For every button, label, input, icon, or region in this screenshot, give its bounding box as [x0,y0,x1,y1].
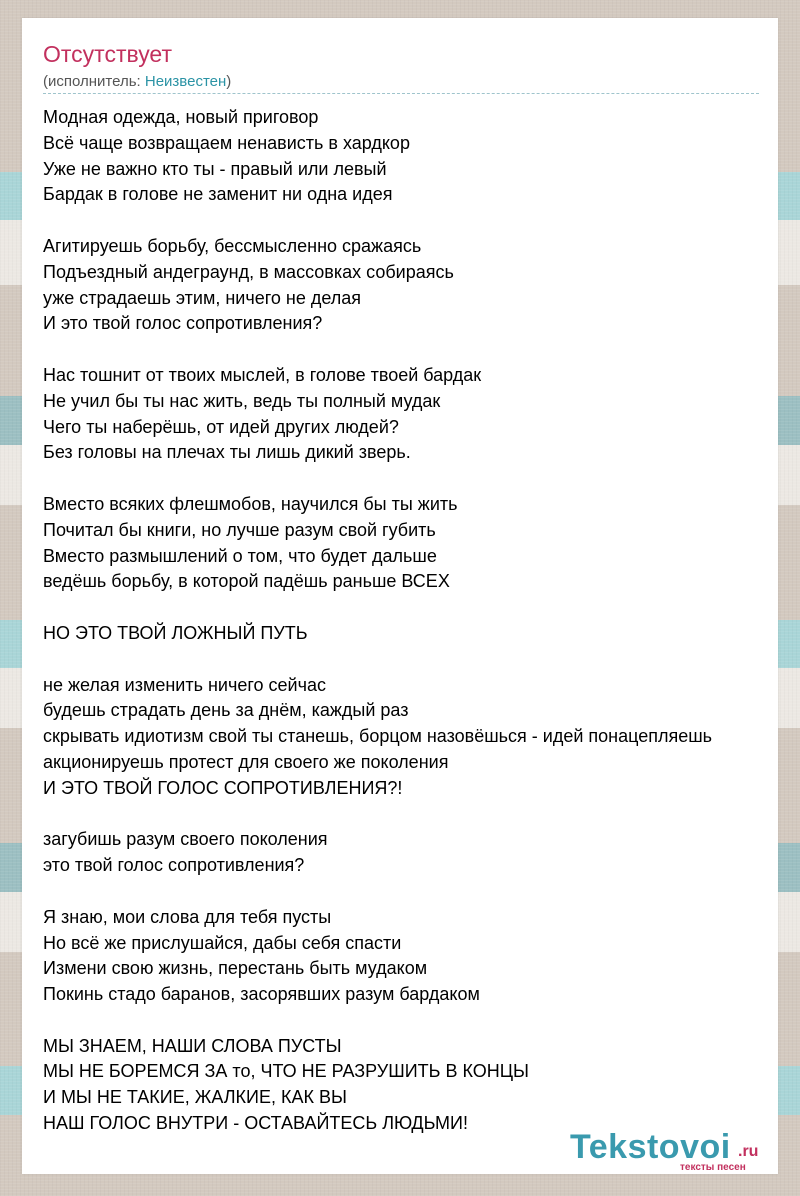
lyrics-line: Вместо размышлений о том, что будет дальше [43,545,437,566]
lyrics-line: МЫ ЗНАЕМ, НАШИ СЛОВА ПУСТЫ [43,1035,342,1056]
lyrics-stanza [43,363,712,466]
lyrics-line: Без головы на плечах ты лишь дикий зверь. [43,442,411,463]
artist-prefix: (исполнитель: [43,73,145,90]
lyrics-line: Уже не важно кто ты - правый или левый [43,158,387,179]
lyrics-line: Чего ты наберёшь, от идей других людей? [43,416,399,437]
lyrics-line: уже страдаешь этим, ничего не делая [43,287,362,308]
logo-wordmark: Tekstovoi [570,1128,731,1166]
lyrics-text [43,105,712,1163]
site-logo[interactable] [570,1128,775,1173]
lyrics-line: НАШ ГОЛОС ВНУТРИ - ОСТАВАЙТЕСЬ ЛЮДЬМИ! [43,1113,468,1134]
lyrics-stanza [43,1034,712,1137]
logo-tagline: тексты песен [680,1162,746,1173]
lyrics-stanza [43,234,712,337]
lyrics-stanza [43,492,712,595]
lyrics-line: загубишь разум своего поколения [43,829,328,850]
lyrics-stanza [43,905,712,1008]
lyrics-line: МЫ НЕ БОРЕМСЯ ЗА то, ЧТО НЕ РАЗРУШИТЬ В КОНЦЫ [43,1061,529,1082]
header-divider [43,93,759,94]
lyrics-line: Бардак в голове не заменит ни одна идея [43,184,393,205]
lyrics-line: Подъездный андеграунд, в массовках собираясь [43,261,454,282]
lyrics-line: Всё чаще возвращаем ненависть в хардкор [43,132,410,153]
lyrics-line: не желая изменить ничего сейчас [43,674,326,695]
lyrics-line: Но всё же прислушайся, дабы себя спасти [43,932,402,953]
artist-suffix: ) [226,73,232,90]
lyrics-line: НО ЭТО ТВОЙ ЛОЖНЫЙ ПУТЬ [43,622,308,643]
lyrics-line: Модная одежда, новый приговор [43,107,319,127]
lyrics-line: Не учил бы ты нас жить, ведь ты полный мудак [43,390,441,411]
lyrics-stanza [43,621,712,647]
lyrics-line: Покинь стадо баранов, засорявших разум бардаком [43,984,480,1005]
artist-link[interactable]: Неизвестен [144,73,227,90]
lyrics-stanza [43,105,712,208]
lyrics-line: Почитал бы книги, но лучше разум свой губить [43,519,436,540]
lyrics-line: ведёшь борьбу, в которой падёшь раньше ВСЕХ [43,571,450,592]
lyrics-line: будешь страдать день за днём, каждый раз [43,700,409,721]
lyrics-line: Я знаю, мои слова для тебя пусты [43,906,332,927]
lyrics-line: Вместо всяких флешмобов, научился бы ты жить [43,493,458,514]
lyrics-line: И это твой голос сопротивления? [43,313,323,334]
lyrics-line: акционируешь протест для своего же поколения [43,751,449,772]
lyrics-line: И ЭТО ТВОЙ ГОЛОС СОПРОТИВЛЕНИЯ?! [43,777,403,798]
lyrics-line: это твой голос сопротивления? [43,855,305,876]
lyrics-line: Нас тошнит от твоих мыслей, в голове твоей бардак [43,364,482,385]
lyrics-line: Измени свою жизнь, перестань быть мудаком [43,958,428,979]
lyrics-card [22,18,778,1174]
lyrics-line: Агитируешь борьбу, бессмысленно сражаясь [43,235,422,256]
song-title: Отсутствует [43,41,172,67]
lyrics-line: скрывать идиотизм свой ты станешь, борцом назовёшься - идей понацепляешь [43,726,713,747]
artist-line [43,74,231,89]
logo-tld: .ru [738,1143,759,1160]
lyrics-stanza [43,673,712,802]
lyrics-line: И МЫ НЕ ТАКИЕ, ЖАЛКИЕ, КАК ВЫ [43,1087,347,1108]
lyrics-stanza [43,827,712,879]
